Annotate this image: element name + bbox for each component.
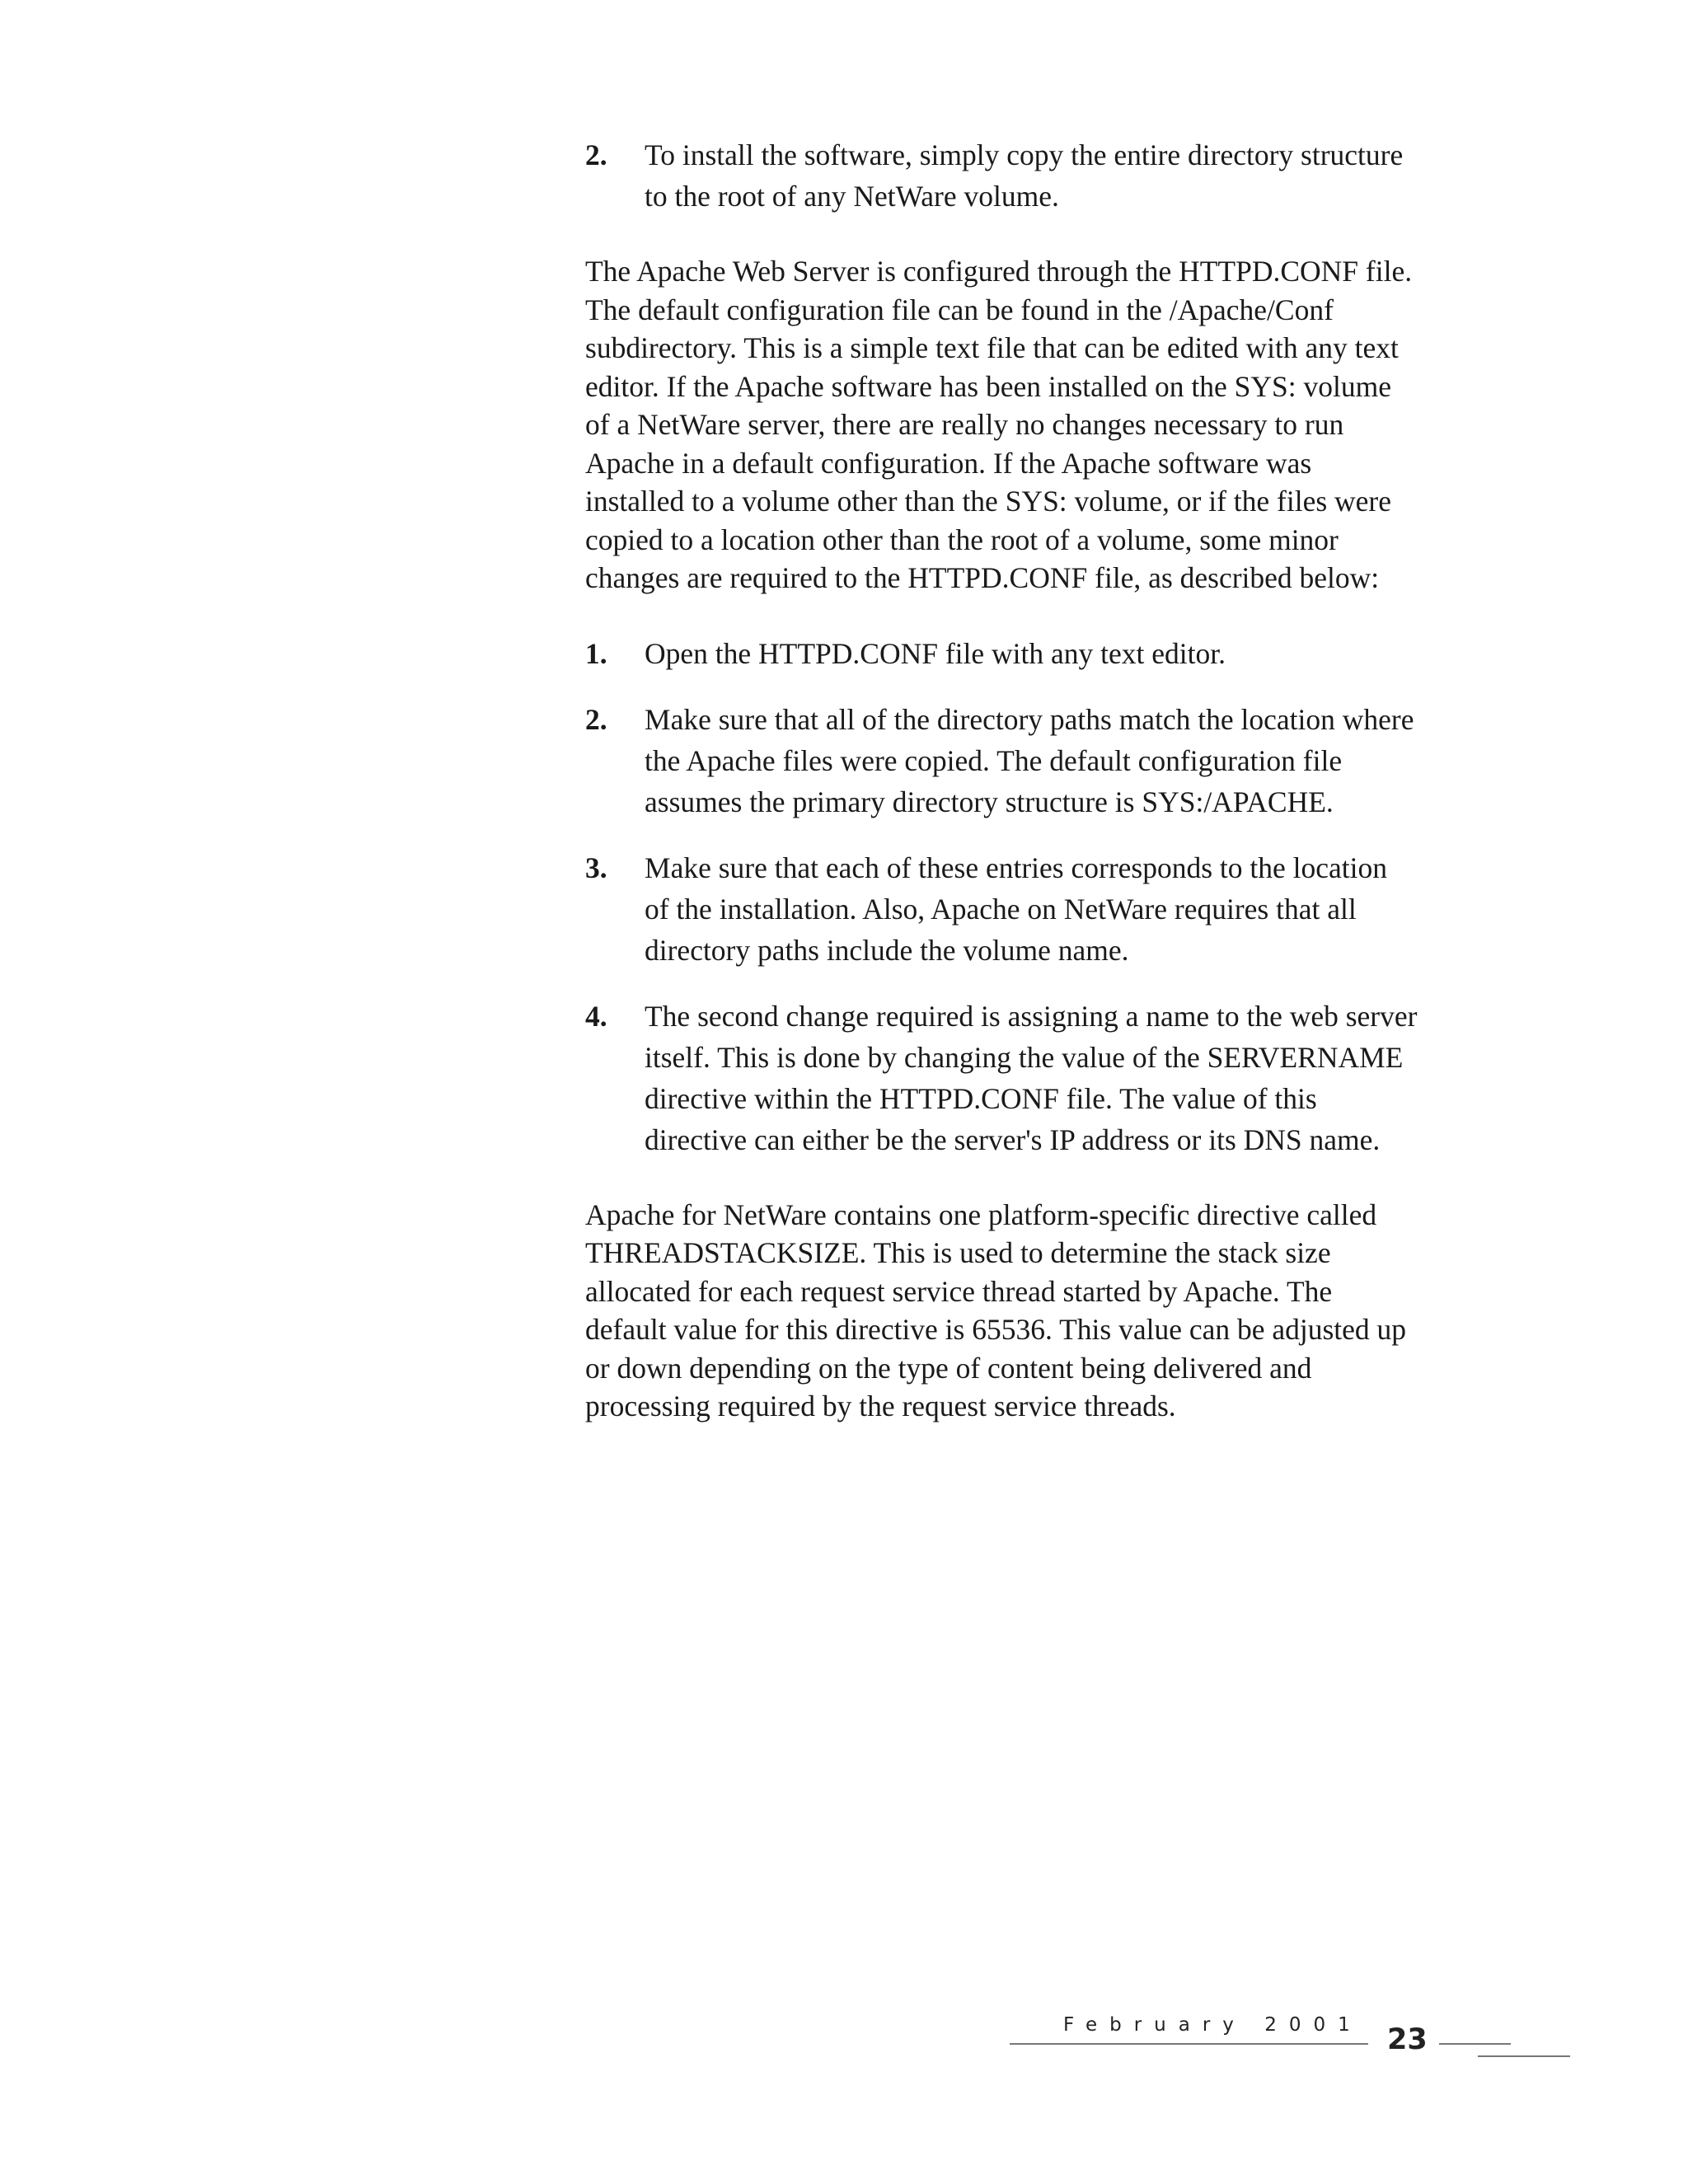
footer-divider (1478, 2055, 1570, 2057)
page-content (585, 134, 1418, 1426)
list-item-install (585, 134, 1418, 217)
list-text: The second change required is assigning a name to the web server itself. This is done by changing the value of the SERVERNAME directive within the HTTPD.CONF file. The value of this directive can either be the server's IP address or its DNS name. (645, 999, 1418, 1156)
list-text: Make sure that each of these entries corresponds to the location of the installation. Also, Apache on NetWare requires that all directory paths include the volume name. (645, 851, 1387, 967)
list-item-step-1 (585, 633, 1418, 674)
list-item-step-4 (585, 996, 1418, 1160)
list-item-step-2 (585, 699, 1418, 823)
list-number: 2. (585, 702, 607, 736)
list-item-step-3 (585, 847, 1418, 971)
page-number: 23 (1387, 2023, 1428, 2056)
paragraph-threadstacksize: Apache for NetWare contains one platform-specific directive called THREADSTACKSIZE. This is used to determine the stack size allocated for each request service thread started by Apache. The default value for this directive is 65536. This value can be adjusted up or down depending on the type of content being delivered and processing required by the request service threads. (585, 1197, 1407, 1422)
footer-divider (1439, 2043, 1511, 2045)
list-text: Make sure that all of the directory paths match the location where the Apache files were copied. The default configuration file assumes the primary directory structure is SYS:/APACHE. (645, 702, 1414, 818)
list-number: 4. (585, 999, 607, 1033)
footer-divider (1010, 2043, 1368, 2045)
list-text: To install the software, simply copy the entire directory structure to the root of any NetWare volume. (645, 138, 1404, 213)
list-number: 1. (585, 636, 607, 670)
list-number: 2. (585, 138, 607, 171)
list-text: Open the HTTPD.CONF file with any text editor. (645, 636, 1226, 670)
list-number: 3. (585, 851, 607, 884)
paragraph-configuration: The Apache Web Server is configured through the HTTPD.CONF file. The default configuration file can be found in the /Apache/Conf subdirectory. This is a simple text file that can be edited with any text editor. If the Apache software has been installed on the SYS: volume of a NetWare server, there are really no changes necessary to run Apache in a default configuration. If the Apache software was installed to a volume other than the SYS: volume, or if the files were copied to a location other than the root of a volume, some minor changes are required to the HTTPD.CONF file, as described below: (585, 255, 1413, 594)
footer-date: February 2001 (1063, 2014, 1362, 2036)
